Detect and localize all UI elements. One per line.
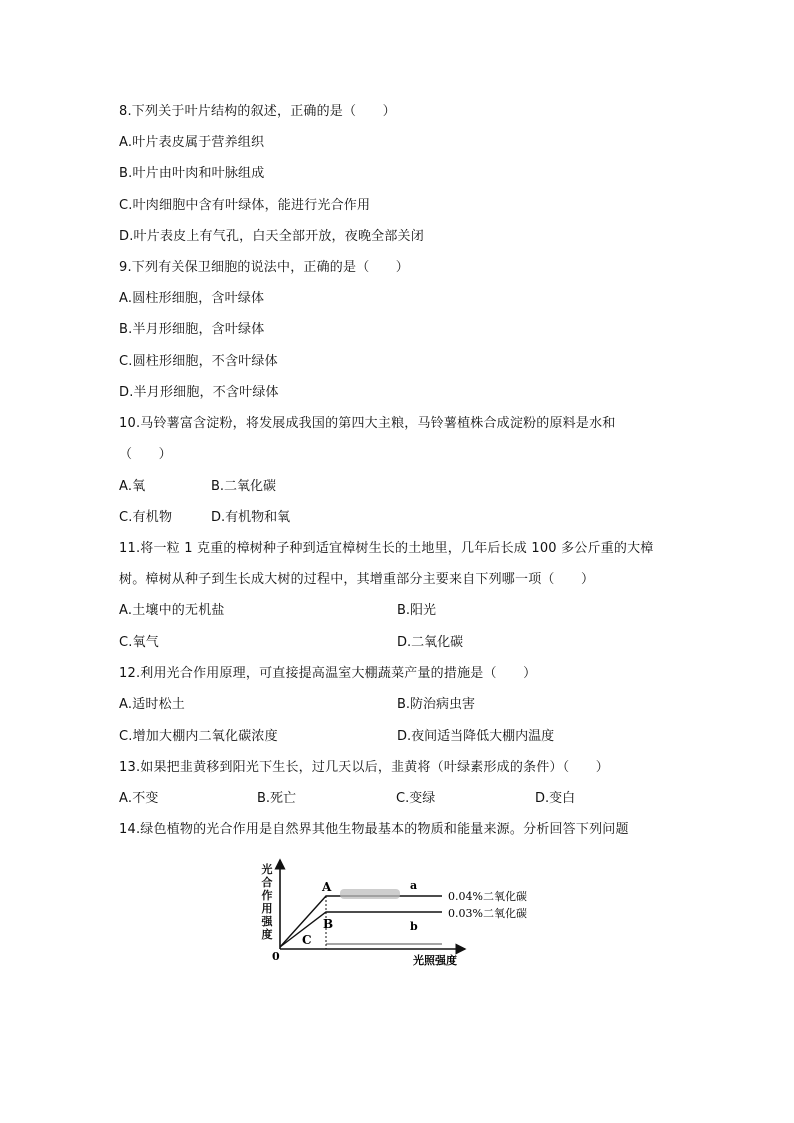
q10-stem-cont: （ ） <box>119 447 172 462</box>
y-label-char: 用 <box>261 902 273 915</box>
legend-a: 0.04%二氧化碳 <box>448 890 527 903</box>
y-label-char: 强 <box>261 915 273 928</box>
q11-stem-cont: 树。樟树从种子到生长成大树的过程中，其增重部分主要来自下列哪一项（ ） <box>119 572 595 587</box>
q11-stem: 11.将一粒 1 克重的樟树种子种到适宜樟树生长的土地里，几年后长成 100 多公斤重的大樟 <box>119 541 654 556</box>
q9-option-a: A.圆柱形细胞，含叶绿体 <box>119 291 265 306</box>
q8-option-c: C.叶肉细胞中含有叶绿体，能进行光合作用 <box>119 198 371 213</box>
point-a-label: A <box>322 880 332 894</box>
point-b-label: B <box>323 917 334 931</box>
scan-smudge <box>340 889 400 899</box>
y-axis-label <box>261 862 274 941</box>
point-c-label: C <box>302 933 312 947</box>
q11-option-b: B.阳光 <box>397 603 437 618</box>
q11-option-a: A.土壤中的无机盐 <box>119 603 225 618</box>
q11-option-c: C.氧气 <box>119 635 160 650</box>
q13-option-d: D.变白 <box>535 791 576 806</box>
q9-option-b: B.半月形细胞，含叶绿体 <box>119 322 265 337</box>
q9-option-c: C.圆柱形细胞，不含叶绿体 <box>119 354 278 369</box>
curve-a-label: a <box>410 879 418 892</box>
y-label-char: 合 <box>261 876 273 889</box>
q13-stem: 13.如果把韭黄移到阳光下生长，过几天以后，韭黄将（叶绿素形成的条件）（ ） <box>119 760 609 775</box>
q8-stem: 8.下列关于叶片结构的叙述，正确的是（ ） <box>119 104 396 119</box>
q11-option-d: D.二氧化碳 <box>397 635 464 650</box>
x-axis-label: 光照强度 <box>413 954 457 967</box>
q10-option-c: C.有机物 <box>119 510 173 525</box>
q12-option-a: A.适时松土 <box>119 697 185 712</box>
y-label-char: 作 <box>261 889 273 902</box>
q10-option-b: B.二氧化碳 <box>211 479 277 494</box>
q13-option-c: C.变绿 <box>396 791 436 806</box>
origin-label: 0 <box>272 950 280 963</box>
q14-stem: 14.绿色植物的光合作用是自然界其他生物最基本的物质和能量来源。分析回答下列问题 <box>119 822 629 837</box>
q10-option-a: A.氧 <box>119 479 146 494</box>
q12-option-c: C.增加大棚内二氧化碳浓度 <box>119 729 278 744</box>
photosynthesis-figure <box>250 856 550 972</box>
y-label-char: 度 <box>261 928 273 941</box>
photosynthesis-graph <box>250 856 550 972</box>
q12-option-d: D.夜间适当降低大棚内温度 <box>397 729 555 744</box>
q12-option-b: B.防治病虫害 <box>397 697 476 712</box>
q9-option-d: D.半月形细胞，不含叶绿体 <box>119 385 279 400</box>
q9-stem: 9.下列有关保卫细胞的说法中，正确的是（ ） <box>119 260 410 275</box>
q13-option-b: B.死亡 <box>257 791 297 806</box>
legend-b: 0.03%二氧化碳 <box>448 907 527 920</box>
q13-option-a: A.不变 <box>119 791 159 806</box>
y-label-char: 光 <box>261 863 273 876</box>
q8-option-b: B.叶片由叶肉和叶脉组成 <box>119 166 265 181</box>
q12-stem: 12.利用光合作用原理，可直接提高温室大棚蔬菜产量的措施是（ ） <box>119 666 537 681</box>
curve-b-label: b <box>410 920 418 933</box>
q8-option-d: D.叶片表皮上有气孔，白天全部开放，夜晚全部关闭 <box>119 229 424 244</box>
q8-option-a: A.叶片表皮属于营养组织 <box>119 135 265 150</box>
q10-stem: 10.马铃薯富含淀粉，将发展成我国的第四大主粮，马铃薯植株合成淀粉的原料是水和 <box>119 416 616 431</box>
q10-option-d: D.有机物和氧 <box>211 510 291 525</box>
